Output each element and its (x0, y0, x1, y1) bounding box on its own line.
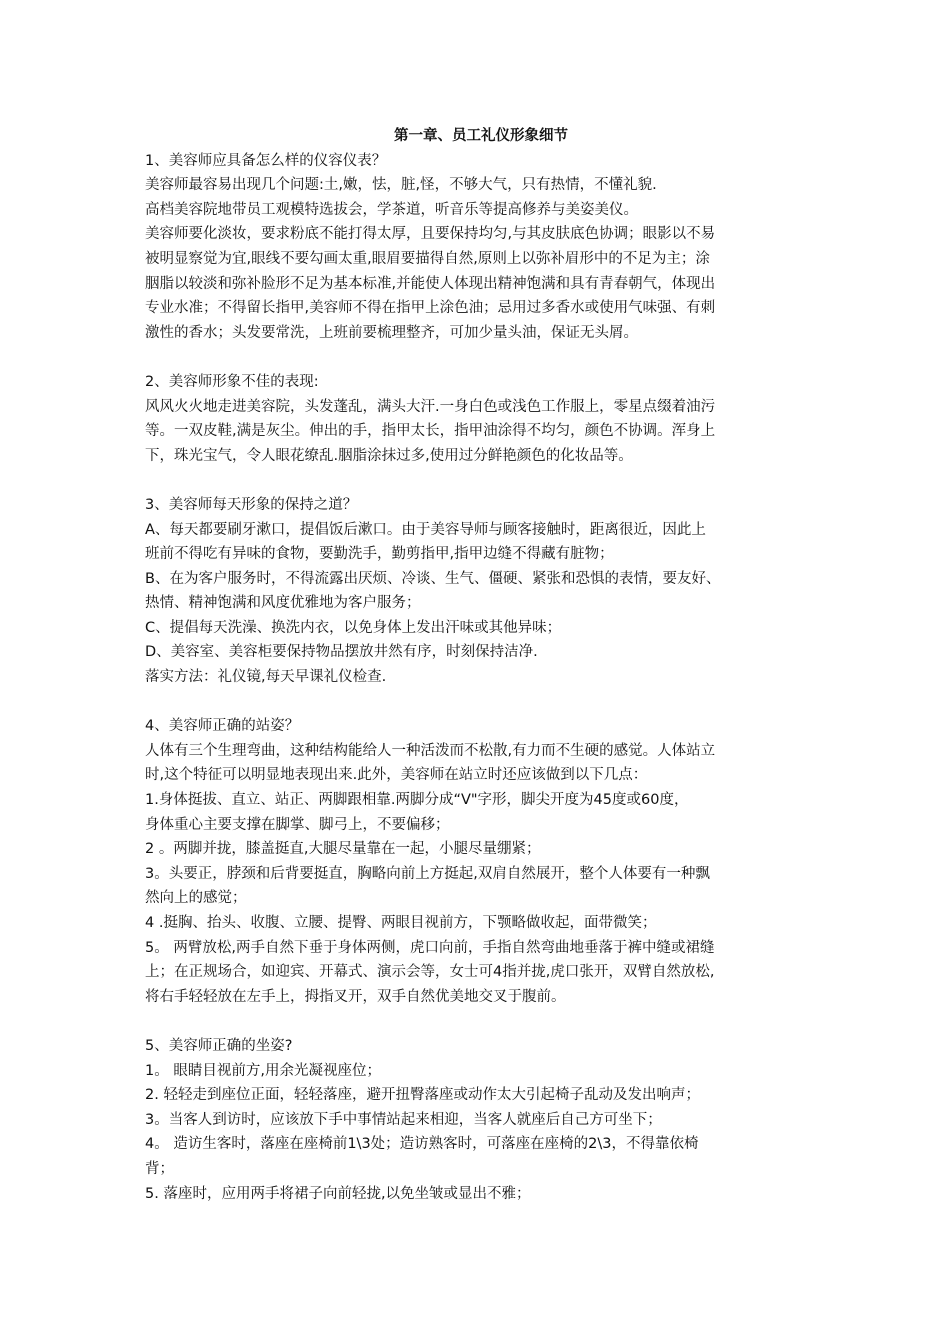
paragraph-line: 班前不得吃有异味的食物，要勤洗手，勤剪指甲,指甲边缝不得藏有脏物； (145, 546, 614, 563)
paragraph-line: 1。 眼睛目视前方,用余光凝视座位； (145, 1062, 381, 1079)
paragraph-line: 落实方法：礼仪镜,每天早课礼仪检查. (145, 669, 387, 686)
paragraph-line: C、提倡每天洗澡、换洗内衣，以免身体上发出汗味或其他异味； (145, 619, 562, 636)
paragraph-line: 激性的香水；头发要常洗，上班前要梳理整齐，可加少量头油，保证无头屑。 (145, 324, 638, 341)
paragraph-line: 背； (145, 1160, 174, 1177)
paragraph-line: 胭脂以较淡和弥补脸形不足为基本标准,并能使人体现出精神饱满和具有青春朝气，体现出 (145, 275, 716, 292)
paragraph-line: 美容师要化淡妆，要求粉底不能打得太厚，且要保持均匀,与其皮肤底色协调；眼影以不易 (145, 226, 716, 243)
paragraph-line: 5. 落座时，应用两手将裙子向前轻拢,以免坐皱或显出不雅； (145, 1185, 531, 1202)
paragraph-line: 等。一双皮鞋,满是灰尘。伸出的手，指甲太长，指甲油涂得不均匀，颜色不协调。浑身上 (145, 423, 716, 440)
document-content (145, 124, 817, 1206)
paragraph-line: 5。 两臂放松,两手自然下垂于身体两侧，虎口向前，手指自然弯曲地垂落于裤中缝或裙缝 (145, 939, 715, 956)
paragraph-line: 专业水准；不得留长指甲,美容师不得在指甲上涂色油；忌用过多香水或使用气味强、有刺 (145, 300, 716, 317)
paragraph-line: 3。当客人到访时，应该放下手中事情站起来相迎，当客人就座后自己方可坐下； (145, 1111, 662, 1128)
section-spacer (145, 345, 817, 370)
paragraph-line: 美容师最容易出现几个问题:土,嫩，怯，脏,怪，不够大气，只有热情，不懂礼貌. (145, 177, 657, 194)
section-heading: 2、美容师形象不佳的表现: (145, 373, 319, 390)
paragraph-line: 2. 轻轻走到座位正面，轻轻落座，避开扭臀落座或动作太大引起椅子乱动及发出响声； (145, 1087, 700, 1104)
paragraph-line: B、在为客户服务时，不得流露出厌烦、冷谈、生气、僵硬、紧张和恐惧的表情，要友好、 (145, 570, 721, 587)
paragraph-line: 下，珠光宝气，令人眼花缭乱.胭脂涂抹过多,使用过分鲜艳颜色的化妆品等。 (145, 447, 633, 464)
paragraph-line: A、每天都要刷牙漱口，提倡饭后漱口。由于美容导师与顾客接触时，距离很近，因此上 (145, 521, 706, 538)
paragraph-line: 1.身体挺拔、直立、站正、两脚跟相靠.两脚分成“V"字形，脚尖开度为45度或60度， (145, 792, 689, 809)
section-heading: 1、美容师应具备怎么样的仪容仪表？ (145, 152, 387, 169)
paragraph-line: 然向上的感觉； (145, 890, 247, 907)
paragraph-line: 身体重心主要支撑在脚掌、脚弓上，不要偏移； (145, 816, 450, 833)
section-heading: 3、美容师每天形象的保持之道？ (145, 496, 358, 513)
paragraph-line: 时,这个特征可以明显地表现出来.此外，美容师在站立时还应该做到以下几点： (145, 767, 648, 784)
paragraph-line: 上；在正规场合，如迎宾、开幕式、演示会等，女士可4指并拢,虎口张开，双臂自然放松, (145, 964, 715, 981)
document-sections (145, 149, 817, 1207)
paragraph-line: 高档美容院地带员工观模特选拔会，学茶道，听音乐等提高修养与美姿美仪。 (145, 201, 638, 218)
paragraph-line: D、美容室、美容柜要保持物品摆放井然有序，时刻保持洁净. (145, 644, 538, 661)
section-spacer (145, 1009, 817, 1034)
paragraph-line: 4 .挺胸、抬头、收腹、立腰、提臀、两眼目视前方，下颚略做收起，面带微笑； (145, 915, 657, 931)
section-heading: 4、美容师正确的站姿？ (145, 718, 300, 735)
section-4 (145, 714, 817, 1009)
section-spacer (145, 468, 817, 493)
section-5 (145, 1034, 817, 1206)
paragraph-line: 风风火火地走进美容院，头发蓬乱，满头大汗.一身白色或浅色工作服上，零星点缀着油污 (145, 398, 716, 415)
section-heading: 5、美容师正确的坐姿? (145, 1037, 293, 1054)
section-spacer (145, 690, 817, 715)
section-1 (145, 149, 817, 346)
chapter-title: 第一章、员工礼仪形象细节 (394, 128, 568, 144)
paragraph-line: 将右手轻轻放在左手上，拇指叉开，双手自然优美地交叉于腹前。 (145, 988, 566, 1005)
paragraph-line: 2 。两脚并拢，膝盖挺直,大腿尽量靠在一起，小腿尽量绷紧； (145, 841, 541, 858)
paragraph-line: 热情、精神饱满和风度优雅地为客户服务； (145, 595, 421, 612)
section-3 (145, 493, 817, 690)
paragraph-line: 人体有三个生理弯曲，这种结构能给人一种活泼而不松散,有力而不生硬的感觉。人体站立 (145, 742, 716, 759)
paragraph-line: 被明显察觉为宜,眼线不要勾画太重,眼眉要描得自然,原则上以弥补眉形中的不足为主；涂 (145, 250, 710, 267)
paragraph-line: 3。头要正，脖颈和后背要挺直，胸略向前上方挺起,双肩自然展开，整个人体要有一种飘 (145, 865, 710, 882)
paragraph-line: 4。 造访生客时，落座在座椅前1\3处；造访熟客时，可落座在座椅的2\3，不得靠依椅 (145, 1136, 699, 1153)
section-2 (145, 370, 817, 468)
